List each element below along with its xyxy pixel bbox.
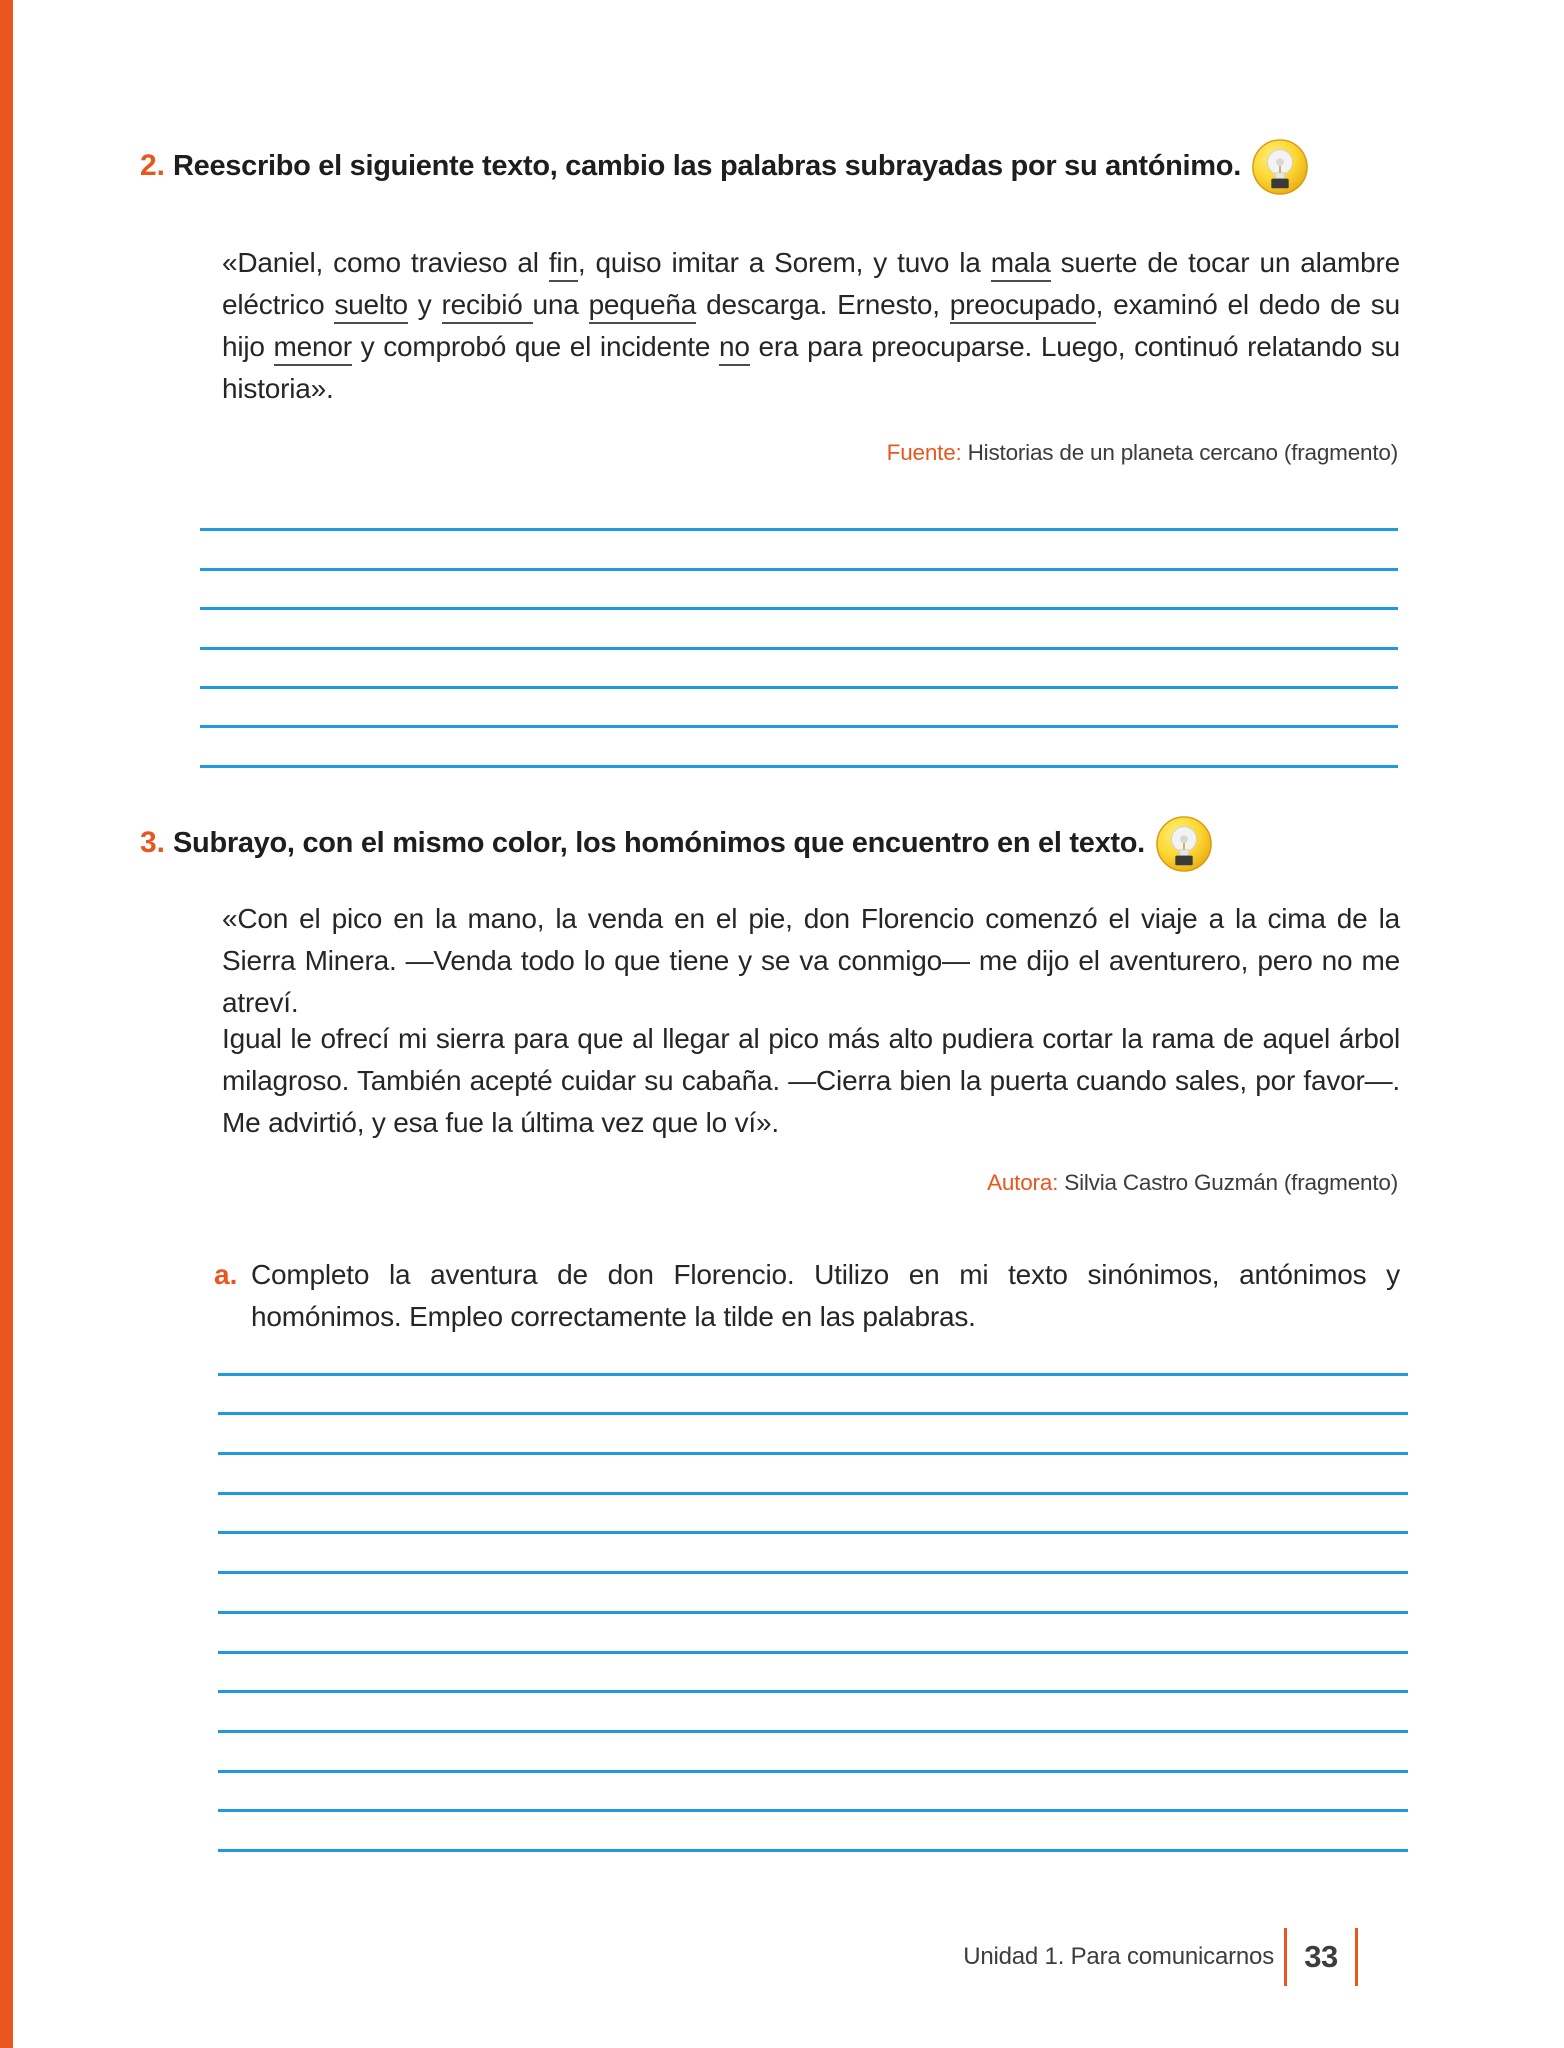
- writing-line[interactable]: [218, 1534, 1408, 1574]
- exercise-3-quote-paragraph-2: Igual le ofrecí mi sierra para que al llegar al pico más alto pudiera cortar la rama de aquel árbol milagroso. También acepté cuidar su cabaña. —Cierra bien la puerta cuando sales, por favor—. Me advirtió, y esa fue la última vez que lo ví».: [222, 1023, 1400, 1138]
- underlined-word: recibió: [442, 289, 533, 324]
- writing-line[interactable]: [218, 1376, 1408, 1416]
- unit-label: Unidad 1. Para comunicarnos: [963, 1943, 1274, 1970]
- page-edge-accent-bar: [0, 0, 13, 2048]
- writing-line[interactable]: [200, 571, 1398, 610]
- writing-line[interactable]: [218, 1336, 1408, 1376]
- exercise-2-number: 2.: [140, 149, 166, 182]
- writing-line[interactable]: [200, 689, 1398, 728]
- writing-line[interactable]: [200, 728, 1398, 767]
- exercise-2-title: Reescribo el siguiente texto, cambio las palabras subrayadas por su antónimo.: [173, 150, 1241, 182]
- quote-text: descarga. Ernesto,: [696, 289, 950, 320]
- underlined-word: mala: [991, 247, 1051, 282]
- underlined-word: suelto: [334, 289, 408, 324]
- quote-text: y comprobó que el incidente: [351, 331, 719, 362]
- writing-line[interactable]: [200, 531, 1398, 570]
- author-text: Silvia Castro Guzmán (fragmento): [1058, 1170, 1398, 1195]
- lightbulb-icon: [1155, 815, 1213, 873]
- writing-line[interactable]: [218, 1812, 1408, 1852]
- writing-line[interactable]: [218, 1574, 1408, 1614]
- source-text: Historias de un planeta cercano (fragmento): [961, 440, 1398, 465]
- page-number: 33: [1304, 1939, 1338, 1974]
- item-a-text: Completo la aventura de don Florencio. Utilizo en mi texto sinónimos, antónimos y homónimos. Empleo correctamente la tilde en las palabras.: [251, 1259, 1400, 1332]
- exercise-3-title: Subrayo, con el mismo color, los homónimos que encuentro en el texto.: [173, 827, 1145, 859]
- underlined-word: fin: [549, 247, 578, 282]
- quote-text: una: [532, 289, 589, 320]
- underlined-word: no: [719, 331, 750, 366]
- exercise-2-writing-area: [200, 492, 1398, 768]
- underlined-word: preocupado: [950, 289, 1096, 324]
- exercise-3-number: 3.: [140, 826, 166, 859]
- lightbulb-icon: [1251, 138, 1309, 196]
- page-footer: [963, 1928, 1358, 1986]
- writing-line[interactable]: [218, 1693, 1408, 1733]
- exercise-2-source: [887, 438, 1398, 468]
- underlined-word: pequeña: [589, 289, 697, 324]
- writing-line[interactable]: [218, 1614, 1408, 1654]
- writing-line[interactable]: [218, 1654, 1408, 1694]
- source-label: Fuente:: [886, 440, 962, 465]
- item-a-writing-area: [218, 1336, 1408, 1852]
- exercise-3-header: [140, 823, 1430, 873]
- quote-text: , quiso imitar a Sorem, y tuvo la: [577, 247, 991, 278]
- author-label: Autora:: [987, 1170, 1059, 1195]
- quote-text: y: [407, 289, 442, 320]
- writing-line[interactable]: [218, 1455, 1408, 1495]
- quote-text: , examinó el dedo de su hijo: [222, 289, 1400, 362]
- exercise-2-quote: [222, 242, 1400, 410]
- quote-text: «Daniel, como travieso al: [222, 247, 549, 278]
- writing-line[interactable]: [200, 610, 1398, 649]
- page-number-box: [1284, 1928, 1358, 1986]
- item-a-number: a.: [214, 1259, 238, 1290]
- writing-line[interactable]: [200, 492, 1398, 531]
- exercise-2-header: [140, 146, 1430, 196]
- exercise-3-author: [987, 1168, 1398, 1198]
- writing-line[interactable]: [218, 1495, 1408, 1535]
- exercise-3-quote-paragraph-1: «Con el pico en la mano, la venda en el pie, don Florencio comenzó el viaje a la cima de la Sierra Minera. —Venda todo lo que tiene y se va conmigo— me dijo el aventurero, pero no me atreví.: [222, 903, 1400, 1018]
- quote-text: era para preocuparse. Luego, continuó relatando su historia».: [222, 331, 1400, 404]
- writing-line[interactable]: [218, 1773, 1408, 1813]
- writing-line[interactable]: [218, 1415, 1408, 1455]
- underlined-word: menor: [274, 331, 352, 366]
- exercise-3-item-a: [214, 1254, 1400, 1338]
- quote-text: suerte de tocar un alambre eléctrico: [222, 247, 1400, 320]
- writing-line[interactable]: [218, 1733, 1408, 1773]
- writing-line[interactable]: [200, 650, 1398, 689]
